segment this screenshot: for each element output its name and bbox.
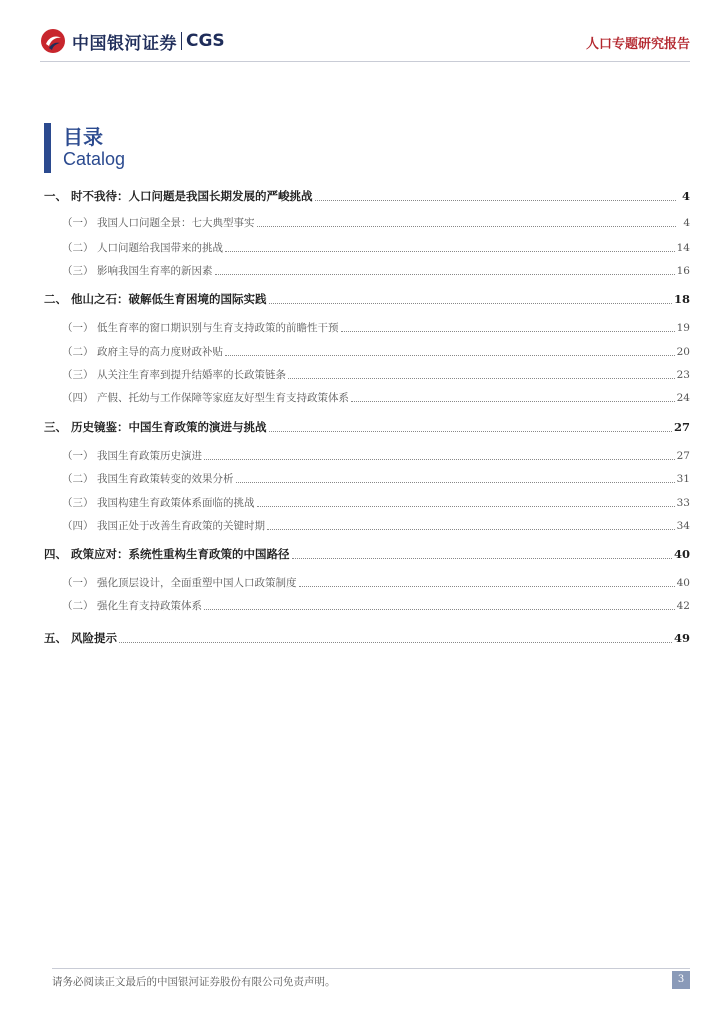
toc-entry-page: 34 <box>676 520 690 532</box>
toc-entry-title: 政府主导的高力度财政补贴 <box>97 346 223 358</box>
toc-entry-number: （一） <box>62 322 94 334</box>
toc-entry-page: 19 <box>676 322 690 334</box>
toc-entry-number: （二） <box>62 473 94 485</box>
toc-section-entry[interactable] <box>44 215 690 230</box>
toc-entry-page: 40 <box>673 547 690 561</box>
toc-entry-title: 低生育率的窗口期识别与生育支持政策的前瞻性干预 <box>97 322 339 334</box>
toc-leader-dots <box>315 199 677 201</box>
toc-entry-title: 历史镜鉴：中国生育政策的演进与挑战 <box>71 420 267 434</box>
toc-entry-title: 政策应对：系统性重构生育政策的中国路径 <box>71 547 290 561</box>
toc-entry-page: 16 <box>676 265 690 277</box>
toc-section-entry[interactable] <box>44 575 690 590</box>
toc-entry-title: 我国构建生育政策体系面临的挑战 <box>97 497 255 509</box>
toc-entry-title: 强化生育支持政策体系 <box>97 600 202 612</box>
toc-section-entry[interactable] <box>44 471 690 486</box>
toc-entry-number: （二） <box>62 346 94 358</box>
toc-leader-dots <box>215 273 675 275</box>
logo-separator <box>181 32 182 50</box>
footer-divider <box>52 968 690 969</box>
toc-entry-page: 31 <box>676 473 690 485</box>
toc-entry-number: （四） <box>62 520 94 532</box>
toc-entry-page: 49 <box>673 631 690 645</box>
toc-leader-dots <box>269 302 672 304</box>
header-divider <box>40 61 690 62</box>
page-number: 3 <box>672 971 690 989</box>
toc-entry-page: 23 <box>676 369 690 381</box>
company-logo <box>40 28 225 54</box>
toc-chapter-entry[interactable] <box>44 419 690 435</box>
toc-leader-dots <box>225 250 675 252</box>
toc-chapter-entry[interactable] <box>44 291 690 307</box>
toc-leader-dots <box>267 528 675 530</box>
toc-entry-title: 人口问题给我国带来的挑战 <box>97 242 223 254</box>
toc-entry-number: （三） <box>62 497 94 509</box>
toc-leader-dots <box>204 458 675 460</box>
toc-entry-title: 风险提示 <box>71 631 117 645</box>
toc-section-entry[interactable] <box>44 367 690 382</box>
toc-section-entry[interactable] <box>44 448 690 463</box>
toc-section-entry[interactable] <box>44 390 690 405</box>
toc-entry-number: （三） <box>62 265 94 277</box>
toc-leader-dots <box>225 354 675 356</box>
toc-entry-page: 20 <box>676 346 690 358</box>
toc-entry-page: 33 <box>676 497 690 509</box>
toc-leader-dots <box>119 641 672 643</box>
toc-chapter-entry[interactable] <box>44 630 690 646</box>
cgs-logo-icon <box>40 28 66 54</box>
toc-entry-page: 27 <box>676 450 690 462</box>
toc-entry-title: 我国人口问题全景：七大典型事实 <box>97 217 255 229</box>
toc-section-entry[interactable] <box>44 495 690 510</box>
toc-entry-title: 他山之石：破解低生育困境的国际实践 <box>71 292 267 306</box>
toc-leader-dots <box>341 330 675 332</box>
toc-leader-dots <box>257 225 677 227</box>
report-type-label: 人口专题研究报告 <box>585 37 690 52</box>
toc-leader-dots <box>351 400 675 402</box>
toc-leader-dots <box>236 481 675 483</box>
toc-title-chinese: 目录 <box>63 125 103 149</box>
toc-entry-title: 我国生育政策历史演进 <box>97 450 202 462</box>
toc-section-entry[interactable] <box>44 598 690 613</box>
toc-chapter-entry[interactable] <box>44 546 690 562</box>
toc-entry-title: 影响我国生育率的新因素 <box>97 265 213 277</box>
toc-leader-dots <box>257 505 675 507</box>
toc-entry-page: 18 <box>673 292 690 306</box>
toc-entry-number: 五、 <box>44 631 67 645</box>
toc-accent-bar <box>44 123 51 173</box>
toc-chapter-entry[interactable] <box>44 188 690 204</box>
toc-entry-number: 二、 <box>44 292 67 306</box>
toc-entry-title: 强化顶层设计，全面重塑中国人口政策制度 <box>97 577 297 589</box>
toc-entry-page: 14 <box>676 242 690 254</box>
toc-entry-number: （四） <box>62 392 94 404</box>
toc-leader-dots <box>269 430 672 432</box>
toc-entry-number: （三） <box>62 369 94 381</box>
toc-entry-number: （二） <box>62 242 94 254</box>
toc-entry-number: 三、 <box>44 420 67 434</box>
toc-entry-page: 4 <box>681 189 690 203</box>
toc-entry-number: （一） <box>62 450 94 462</box>
toc-leader-dots <box>204 608 675 610</box>
logo-english-name: CGS <box>186 31 225 51</box>
toc-entry-title: 时不我待：人口问题是我国长期发展的严峻挑战 <box>71 189 313 203</box>
footer-disclaimer: 请务必阅读正文最后的中国银河证券股份有限公司免责声明。 <box>52 976 336 988</box>
toc-entry-number: （一） <box>62 217 94 229</box>
toc-entry-title: 我国生育政策转变的效果分析 <box>97 473 234 485</box>
toc-entry-page: 40 <box>676 577 690 589</box>
toc-entry-page: 27 <box>673 420 690 434</box>
toc-entry-number: （二） <box>62 600 94 612</box>
logo-chinese-name: 中国银河证券 <box>72 33 177 54</box>
toc-entry-title: 我国正处于改善生育政策的关键时期 <box>97 520 265 532</box>
toc-entry-number: 四、 <box>44 547 67 561</box>
toc-entry-number: （一） <box>62 577 94 589</box>
toc-entry-page: 4 <box>683 217 690 229</box>
toc-section-entry[interactable] <box>44 320 690 335</box>
toc-leader-dots <box>299 585 675 587</box>
toc-entry-title: 从关注生育率到提升结婚率的长政策链条 <box>97 369 286 381</box>
toc-section-entry[interactable] <box>44 344 690 359</box>
toc-entry-page: 24 <box>676 392 690 404</box>
toc-entry-page: 42 <box>676 600 690 612</box>
toc-section-entry[interactable] <box>44 263 690 278</box>
toc-section-entry[interactable] <box>44 518 690 533</box>
toc-section-entry[interactable] <box>44 240 690 255</box>
toc-title-english: Catalog <box>63 149 126 169</box>
page-header <box>0 0 724 62</box>
toc-leader-dots <box>292 557 672 559</box>
toc-entry-number: 一、 <box>44 189 67 203</box>
toc-leader-dots <box>288 377 675 379</box>
toc-entry-title: 产假、托幼与工作保障等家庭友好型生育支持政策体系 <box>97 392 349 404</box>
